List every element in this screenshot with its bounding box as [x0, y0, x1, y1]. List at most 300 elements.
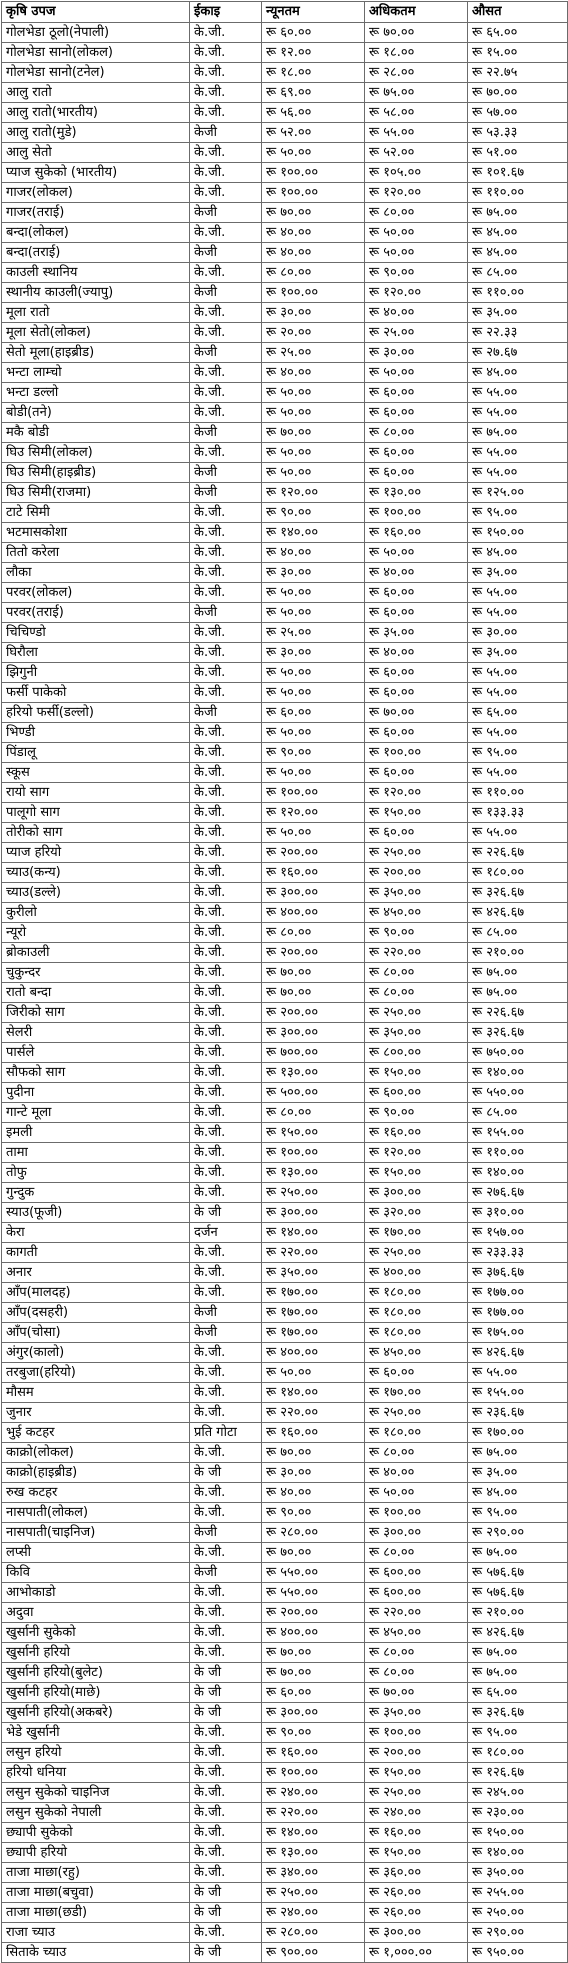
table-row — [2, 743, 568, 763]
min-price-cell: रू ५०.०० — [262, 143, 365, 163]
table-row — [2, 1923, 568, 1943]
table-row — [2, 383, 568, 403]
avg-price-cell: रू ५५०.०० — [468, 1083, 568, 1103]
avg-price-cell: रू ५५.०० — [468, 663, 568, 683]
min-price-cell: रू ९०.०० — [262, 1723, 365, 1743]
min-price-cell: रू ५०.०० — [262, 383, 365, 403]
table-row — [2, 303, 568, 323]
header-maximum: अधिकतम — [365, 2, 468, 23]
commodity-cell: प्याज हरियो — [2, 843, 190, 863]
min-price-cell: रू ५५०.०० — [262, 1583, 365, 1603]
min-price-cell: रू ६०.०० — [262, 703, 365, 723]
commodity-cell: सौफको साग — [2, 1063, 190, 1083]
commodity-cell: आँप(चोसा) — [2, 1323, 190, 1343]
commodity-cell: नासपाती(लोकल) — [2, 1503, 190, 1523]
table-row — [2, 663, 568, 683]
min-price-cell: रू २२०.०० — [262, 1243, 365, 1263]
min-price-cell: रू २८०.०० — [262, 1523, 365, 1543]
commodity-cell: आभोकाडो — [2, 1583, 190, 1603]
commodity-cell: जुनार — [2, 1403, 190, 1423]
avg-price-cell: रू ५५.०० — [468, 823, 568, 843]
unit-cell: के.जी. — [190, 63, 262, 83]
min-price-cell: रू १३०.०० — [262, 1843, 365, 1863]
min-price-cell: रू ३०.०० — [262, 1463, 365, 1483]
max-price-cell: रू ३५०.०० — [365, 1703, 468, 1723]
table-row — [2, 783, 568, 803]
max-price-cell: रू ८०.०० — [365, 423, 468, 443]
table-row — [2, 1803, 568, 1823]
table-row — [2, 103, 568, 123]
unit-cell: के.जी. — [190, 803, 262, 823]
table-row — [2, 463, 568, 483]
unit-cell: केजी — [190, 243, 262, 263]
max-price-cell: रू ५०.०० — [365, 1483, 468, 1503]
unit-cell: के.जी. — [190, 583, 262, 603]
avg-price-cell: रू ५३.३३ — [468, 123, 568, 143]
max-price-cell: रू १८०.०० — [365, 1283, 468, 1303]
avg-price-cell: रू ४५.०० — [468, 363, 568, 383]
avg-price-cell: रू ५५.०० — [468, 403, 568, 423]
max-price-cell: रू ४०.०० — [365, 303, 468, 323]
max-price-cell: रू ७०.०० — [365, 23, 468, 43]
min-price-cell: रू ६९.०० — [262, 83, 365, 103]
table-row — [2, 1243, 568, 1263]
min-price-cell: रू ५००.०० — [262, 1083, 365, 1103]
max-price-cell: रू ९०.०० — [365, 1103, 468, 1123]
max-price-cell: रू ९०.०० — [365, 263, 468, 283]
commodity-cell: सिताके च्याउ — [2, 1943, 190, 1963]
price-table — [1, 1, 568, 1963]
min-price-cell: रू १३०.०० — [262, 1063, 365, 1083]
table-row — [2, 923, 568, 943]
avg-price-cell: रू १५.०० — [468, 43, 568, 63]
avg-price-cell: रू १७५.०० — [468, 1323, 568, 1343]
unit-cell: के.जी. — [190, 1103, 262, 1123]
unit-cell: के.जी. — [190, 1343, 262, 1363]
commodity-cell: छ्यापी सुकेको — [2, 1823, 190, 1843]
table-row — [2, 1603, 568, 1623]
avg-price-cell: रू २२६.६७ — [468, 1003, 568, 1023]
max-price-cell: रू २४०.०० — [365, 1803, 468, 1823]
avg-price-cell: रू ५१.०० — [468, 143, 568, 163]
max-price-cell: रू ६००.०० — [365, 1583, 468, 1603]
commodity-cell: गान्टे मूला — [2, 1103, 190, 1123]
min-price-cell: रू १४०.०० — [262, 1823, 365, 1843]
table-row — [2, 23, 568, 43]
max-price-cell: रू ६०.०० — [365, 403, 468, 423]
commodity-cell: आँप(दसहरी) — [2, 1303, 190, 1323]
avg-price-cell: रू ५५.०० — [468, 603, 568, 623]
avg-price-cell: रू २२६.६७ — [468, 843, 568, 863]
unit-cell: केजी — [190, 1563, 262, 1583]
max-price-cell: रू ३५०.०० — [365, 883, 468, 903]
min-price-cell: रू २०.०० — [262, 323, 365, 343]
max-price-cell: रू १८.०० — [365, 43, 468, 63]
avg-price-cell: रू २१०.०० — [468, 1603, 568, 1623]
avg-price-cell: रू ५७६.६७ — [468, 1583, 568, 1603]
avg-price-cell: रू ९५.०० — [468, 503, 568, 523]
min-price-cell: रू १००.०० — [262, 183, 365, 203]
min-price-cell: रू १४०.०० — [262, 523, 365, 543]
max-price-cell: रू ३००.०० — [365, 1523, 468, 1543]
max-price-cell: रू ६०.०० — [365, 663, 468, 683]
table-row — [2, 1343, 568, 1363]
min-price-cell: रू ७०.०० — [262, 203, 365, 223]
unit-cell: के.जी. — [190, 523, 262, 543]
min-price-cell: रू ७०.०० — [262, 423, 365, 443]
max-price-cell: रू ६०.०० — [365, 823, 468, 843]
commodity-cell: काक्रो(हाइब्रीड) — [2, 1463, 190, 1483]
max-price-cell: रू ५२.०० — [365, 143, 468, 163]
commodity-cell: भेडे खुर्सानी — [2, 1723, 190, 1743]
avg-price-cell: रू २३३.३३ — [468, 1243, 568, 1263]
commodity-cell: चिचिण्डो — [2, 623, 190, 643]
min-price-cell: रू ५०.०० — [262, 603, 365, 623]
max-price-cell: रू ८०.०० — [365, 203, 468, 223]
commodity-cell: बन्दा(लोकल) — [2, 223, 190, 243]
min-price-cell: रू २२०.०० — [262, 1803, 365, 1823]
min-price-cell: रू २५०.०० — [262, 1183, 365, 1203]
avg-price-cell: रू ४५.०० — [468, 543, 568, 563]
commodity-cell: ब्रोकाउली — [2, 943, 190, 963]
commodity-cell: घिउ सिमी(हाइब्रीड) — [2, 463, 190, 483]
min-price-cell: रू ८०.०० — [262, 263, 365, 283]
min-price-cell: रू २००.०० — [262, 943, 365, 963]
avg-price-cell: रू १२५.०० — [468, 483, 568, 503]
avg-price-cell: रू ४५.०० — [468, 223, 568, 243]
max-price-cell: रू ६०.०० — [365, 1363, 468, 1383]
commodity-cell: न्यूरो — [2, 923, 190, 943]
table-row — [2, 1903, 568, 1923]
min-price-cell: रू १४०.०० — [262, 1383, 365, 1403]
min-price-cell: रू ७०.०० — [262, 1443, 365, 1463]
commodity-cell: आलु रातो(मुडे) — [2, 123, 190, 143]
min-price-cell: रू ५०.०० — [262, 723, 365, 743]
commodity-cell: भुई कटहर — [2, 1423, 190, 1443]
avg-price-cell: रू २३०.०० — [468, 1803, 568, 1823]
avg-price-cell: रू ३५.०० — [468, 303, 568, 323]
avg-price-cell: रू १७७.०० — [468, 1303, 568, 1323]
avg-price-cell: रू ५७६.६७ — [468, 1563, 568, 1583]
unit-cell: के.जी. — [190, 743, 262, 763]
unit-cell: के.जी. — [190, 723, 262, 743]
min-price-cell: रू ३०.०० — [262, 563, 365, 583]
max-price-cell: रू १५०.०० — [365, 1063, 468, 1083]
commodity-cell: पार्सले — [2, 1043, 190, 1063]
table-row — [2, 83, 568, 103]
min-price-cell: रू ५६.०० — [262, 103, 365, 123]
avg-price-cell: रू १५०.०० — [468, 1823, 568, 1843]
commodity-cell: तितो करेला — [2, 543, 190, 563]
max-price-cell: रू ५८.०० — [365, 103, 468, 123]
unit-cell: के.जी. — [190, 543, 262, 563]
unit-cell: के.जी. — [190, 323, 262, 343]
table-row — [2, 703, 568, 723]
max-price-cell: रू ६०.०० — [365, 723, 468, 743]
unit-cell: के जी — [190, 1203, 262, 1223]
min-price-cell: रू २५.०० — [262, 623, 365, 643]
min-price-cell: रू १५०.०० — [262, 1123, 365, 1143]
min-price-cell: रू २००.०० — [262, 843, 365, 863]
min-price-cell: रू ४०.०० — [262, 363, 365, 383]
max-price-cell: रू ६०.०० — [365, 383, 468, 403]
table-row — [2, 283, 568, 303]
table-row — [2, 1463, 568, 1483]
commodity-cell: च्याउ(कन्य) — [2, 863, 190, 883]
table-row — [2, 583, 568, 603]
max-price-cell: रू ६०.०० — [365, 763, 468, 783]
table-row — [2, 1583, 568, 1603]
max-price-cell: रू ७५.०० — [365, 83, 468, 103]
unit-cell: के.जी. — [190, 1503, 262, 1523]
max-price-cell: रू ८०.०० — [365, 963, 468, 983]
max-price-cell: रू ५५.०० — [365, 123, 468, 143]
commodity-cell: परवर(लोकल) — [2, 583, 190, 603]
unit-cell: के.जी. — [190, 103, 262, 123]
min-price-cell: रू १७०.०० — [262, 1303, 365, 1323]
table-row — [2, 343, 568, 363]
unit-cell: के जी — [190, 1883, 262, 1903]
unit-cell: के.जी. — [190, 643, 262, 663]
unit-cell: के.जी. — [190, 1603, 262, 1623]
min-price-cell: रू २००.०० — [262, 1003, 365, 1023]
max-price-cell: रू ३५०.०० — [365, 1023, 468, 1043]
commodity-cell: घिउ सिमी(राजमा) — [2, 483, 190, 503]
unit-cell: के.जी. — [190, 1763, 262, 1783]
avg-price-cell: रू ३२६.६७ — [468, 1703, 568, 1723]
table-row — [2, 1263, 568, 1283]
commodity-cell: भन्टा डल्लो — [2, 383, 190, 403]
commodity-cell: कुरीलो — [2, 903, 190, 923]
min-price-cell: रू १८.०० — [262, 63, 365, 83]
unit-cell: केजी — [190, 1523, 262, 1543]
table-row — [2, 1323, 568, 1343]
avg-price-cell: रू ९५.०० — [468, 743, 568, 763]
max-price-cell: रू ५०.०० — [365, 543, 468, 563]
min-price-cell: रू ७०.०० — [262, 1543, 365, 1563]
max-price-cell: रू ४००.०० — [365, 1263, 468, 1283]
max-price-cell: रू ७०.०० — [365, 1683, 468, 1703]
unit-cell: के.जी. — [190, 1383, 262, 1403]
commodity-cell: झिगुनी — [2, 663, 190, 683]
min-price-cell: रू ८०.०० — [262, 923, 365, 943]
unit-cell: के जी — [190, 1663, 262, 1683]
min-price-cell: रू ३००.०० — [262, 1023, 365, 1043]
commodity-cell: बन्दा(तराई) — [2, 243, 190, 263]
commodity-cell: खुर्सानी हरियो(बुलेट) — [2, 1663, 190, 1683]
commodity-cell: गोलभेडा सानो(लोकल) — [2, 43, 190, 63]
max-price-cell: रू ३२०.०० — [365, 1203, 468, 1223]
commodity-cell: भटमासकोशा — [2, 523, 190, 543]
min-price-cell: रू १००.०० — [262, 1763, 365, 1783]
commodity-cell: फर्सी पाकेको — [2, 683, 190, 703]
table-row — [2, 1023, 568, 1043]
max-price-cell: रू ६०.०० — [365, 463, 468, 483]
avg-price-cell: रू ६५.०० — [468, 23, 568, 43]
min-price-cell: रू १६०.०० — [262, 863, 365, 883]
unit-cell: के.जी. — [190, 1643, 262, 1663]
unit-cell: के.जी. — [190, 403, 262, 423]
avg-price-cell: रू ७५.०० — [468, 963, 568, 983]
commodity-cell: मूला रातो — [2, 303, 190, 323]
min-price-cell: रू ५०.०० — [262, 763, 365, 783]
min-price-cell: रू ३०.०० — [262, 643, 365, 663]
avg-price-cell: रू २२.७५ — [468, 63, 568, 83]
max-price-cell: रू २८.०० — [365, 63, 468, 83]
avg-price-cell: रू ५५.०० — [468, 583, 568, 603]
unit-cell: के.जी. — [190, 1543, 262, 1563]
commodity-cell: पुदीना — [2, 1083, 190, 1103]
table-row — [2, 563, 568, 583]
table-row — [2, 1843, 568, 1863]
unit-cell: के.जी. — [190, 83, 262, 103]
unit-cell: के.जी. — [190, 503, 262, 523]
unit-cell: केजी — [190, 283, 262, 303]
min-price-cell: रू ४०.०० — [262, 543, 365, 563]
avg-price-cell: रू ७५.०० — [468, 983, 568, 1003]
commodity-cell: जिरीको साग — [2, 1003, 190, 1023]
min-price-cell: रू ९००.०० — [262, 1943, 365, 1963]
avg-price-cell: रू ५५.०० — [468, 763, 568, 783]
header-commodity: कृषि उपज — [2, 2, 190, 23]
min-price-cell: रू १२.०० — [262, 43, 365, 63]
table-row — [2, 423, 568, 443]
avg-price-cell: रू ११०.०० — [468, 283, 568, 303]
commodity-cell: मौसम — [2, 1383, 190, 1403]
table-row — [2, 883, 568, 903]
min-price-cell: रू १२०.०० — [262, 803, 365, 823]
table-row — [2, 1183, 568, 1203]
commodity-cell: हरियो फर्सी(डल्लो) — [2, 703, 190, 723]
unit-cell: केजी — [190, 1323, 262, 1343]
max-price-cell: रू १२०.०० — [365, 783, 468, 803]
table-row — [2, 1203, 568, 1223]
max-price-cell: रू ९०.०० — [365, 923, 468, 943]
unit-cell: के जी — [190, 1463, 262, 1483]
table-row — [2, 483, 568, 503]
unit-cell: के.जी. — [190, 1123, 262, 1143]
commodity-cell: घिउ सिमी(लोकल) — [2, 443, 190, 463]
table-row — [2, 603, 568, 623]
max-price-cell: रू १६०.०० — [365, 1823, 468, 1843]
header-unit: ईकाइ — [190, 2, 262, 23]
unit-cell: के.जी. — [190, 443, 262, 463]
avg-price-cell: रू ९५.०० — [468, 1723, 568, 1743]
max-price-cell: रू ८०.०० — [365, 983, 468, 1003]
table-row — [2, 1483, 568, 1503]
unit-cell: के.जी. — [190, 23, 262, 43]
commodity-cell: रातो बन्दा — [2, 983, 190, 1003]
table-row — [2, 983, 568, 1003]
avg-price-cell: रू ४२६.६७ — [468, 903, 568, 923]
avg-price-cell: रू ७५.०० — [468, 1663, 568, 1683]
table-row — [2, 403, 568, 423]
max-price-cell: रू ८०.०० — [365, 1543, 468, 1563]
max-price-cell: रू १५०.०० — [365, 803, 468, 823]
avg-price-cell: रू ७५.०० — [468, 203, 568, 223]
unit-cell: के.जी. — [190, 143, 262, 163]
min-price-cell: रू ७००.०० — [262, 1043, 365, 1063]
avg-price-cell: रू ११०.०० — [468, 783, 568, 803]
commodity-cell: काक्रो(लोकल) — [2, 1443, 190, 1463]
commodity-cell: लसुन सुकेको चाइनिज — [2, 1783, 190, 1803]
commodity-cell: आलु रातो(भारतीय) — [2, 103, 190, 123]
min-price-cell: रू ४००.०० — [262, 1623, 365, 1643]
max-price-cell: रू १००.०० — [365, 1723, 468, 1743]
min-price-cell: रू ७०.०० — [262, 963, 365, 983]
commodity-cell: छ्यापी हरियो — [2, 1843, 190, 1863]
unit-cell: के.जी. — [190, 623, 262, 643]
min-price-cell: रू २८०.०० — [262, 1923, 365, 1943]
avg-price-cell: रू २९०.०० — [468, 1923, 568, 1943]
min-price-cell: रू ५०.०० — [262, 443, 365, 463]
unit-cell: के.जी. — [190, 383, 262, 403]
max-price-cell: रू ४०.०० — [365, 563, 468, 583]
min-price-cell: रू ३४०.०० — [262, 1863, 365, 1883]
max-price-cell: रू ६०.०० — [365, 583, 468, 603]
table-row — [2, 723, 568, 743]
commodity-cell: तोफु — [2, 1163, 190, 1183]
max-price-cell: रू ३००.०० — [365, 1923, 468, 1943]
unit-cell: के.जी. — [190, 183, 262, 203]
avg-price-cell: रू ८५.०० — [468, 1103, 568, 1123]
table-row — [2, 1283, 568, 1303]
commodity-cell: चुकुन्दर — [2, 963, 190, 983]
max-price-cell: रू १००.०० — [365, 743, 468, 763]
avg-price-cell: रू ५५.०० — [468, 723, 568, 743]
unit-cell: के.जी. — [190, 1483, 262, 1503]
avg-price-cell: रू ८५.०० — [468, 923, 568, 943]
unit-cell: केजी — [190, 703, 262, 723]
avg-price-cell: रू २३६.६७ — [468, 1403, 568, 1423]
avg-price-cell: रू ७५०.०० — [468, 1043, 568, 1063]
min-price-cell: रू ५०.०० — [262, 403, 365, 423]
avg-price-cell: रू ४५.०० — [468, 243, 568, 263]
table-row — [2, 1103, 568, 1123]
max-price-cell: रू १८०.०० — [365, 1323, 468, 1343]
unit-cell: के.जी. — [190, 1723, 262, 1743]
commodity-cell: नासपाती(चाइनिज) — [2, 1523, 190, 1543]
commodity-cell: केरा — [2, 1223, 190, 1243]
unit-cell: के.जी. — [190, 1923, 262, 1943]
min-price-cell: रू २४०.०० — [262, 1783, 365, 1803]
commodity-cell: गाजर(लोकल) — [2, 183, 190, 203]
avg-price-cell: रू २५०.०० — [468, 1903, 568, 1923]
unit-cell: के.जी. — [190, 1263, 262, 1283]
unit-cell: के.जी. — [190, 683, 262, 703]
table-row — [2, 1443, 568, 1463]
avg-price-cell: रू १४०.०० — [468, 1063, 568, 1083]
max-price-cell: रू १६०.०० — [365, 1123, 468, 1143]
avg-price-cell: रू २९०.०० — [468, 1523, 568, 1543]
max-price-cell: रू १५०.०० — [365, 1763, 468, 1783]
commodity-cell: भन्टा लाम्चो — [2, 363, 190, 383]
table-row — [2, 123, 568, 143]
avg-price-cell: रू १४०.०० — [468, 1843, 568, 1863]
unit-cell: के.जी. — [190, 1283, 262, 1303]
unit-cell: के.जी. — [190, 823, 262, 843]
header-average: औसत — [468, 2, 568, 23]
table-row — [2, 1143, 568, 1163]
avg-price-cell: रू ३२६.६७ — [468, 1023, 568, 1043]
unit-cell: के.जी. — [190, 363, 262, 383]
unit-cell: केजी — [190, 463, 262, 483]
unit-cell: केजी — [190, 1303, 262, 1323]
max-price-cell: रू १२०.०० — [365, 1143, 468, 1163]
unit-cell: के.जी. — [190, 1803, 262, 1823]
max-price-cell: रू ४५०.०० — [365, 1343, 468, 1363]
avg-price-cell: रू ३५.०० — [468, 643, 568, 663]
